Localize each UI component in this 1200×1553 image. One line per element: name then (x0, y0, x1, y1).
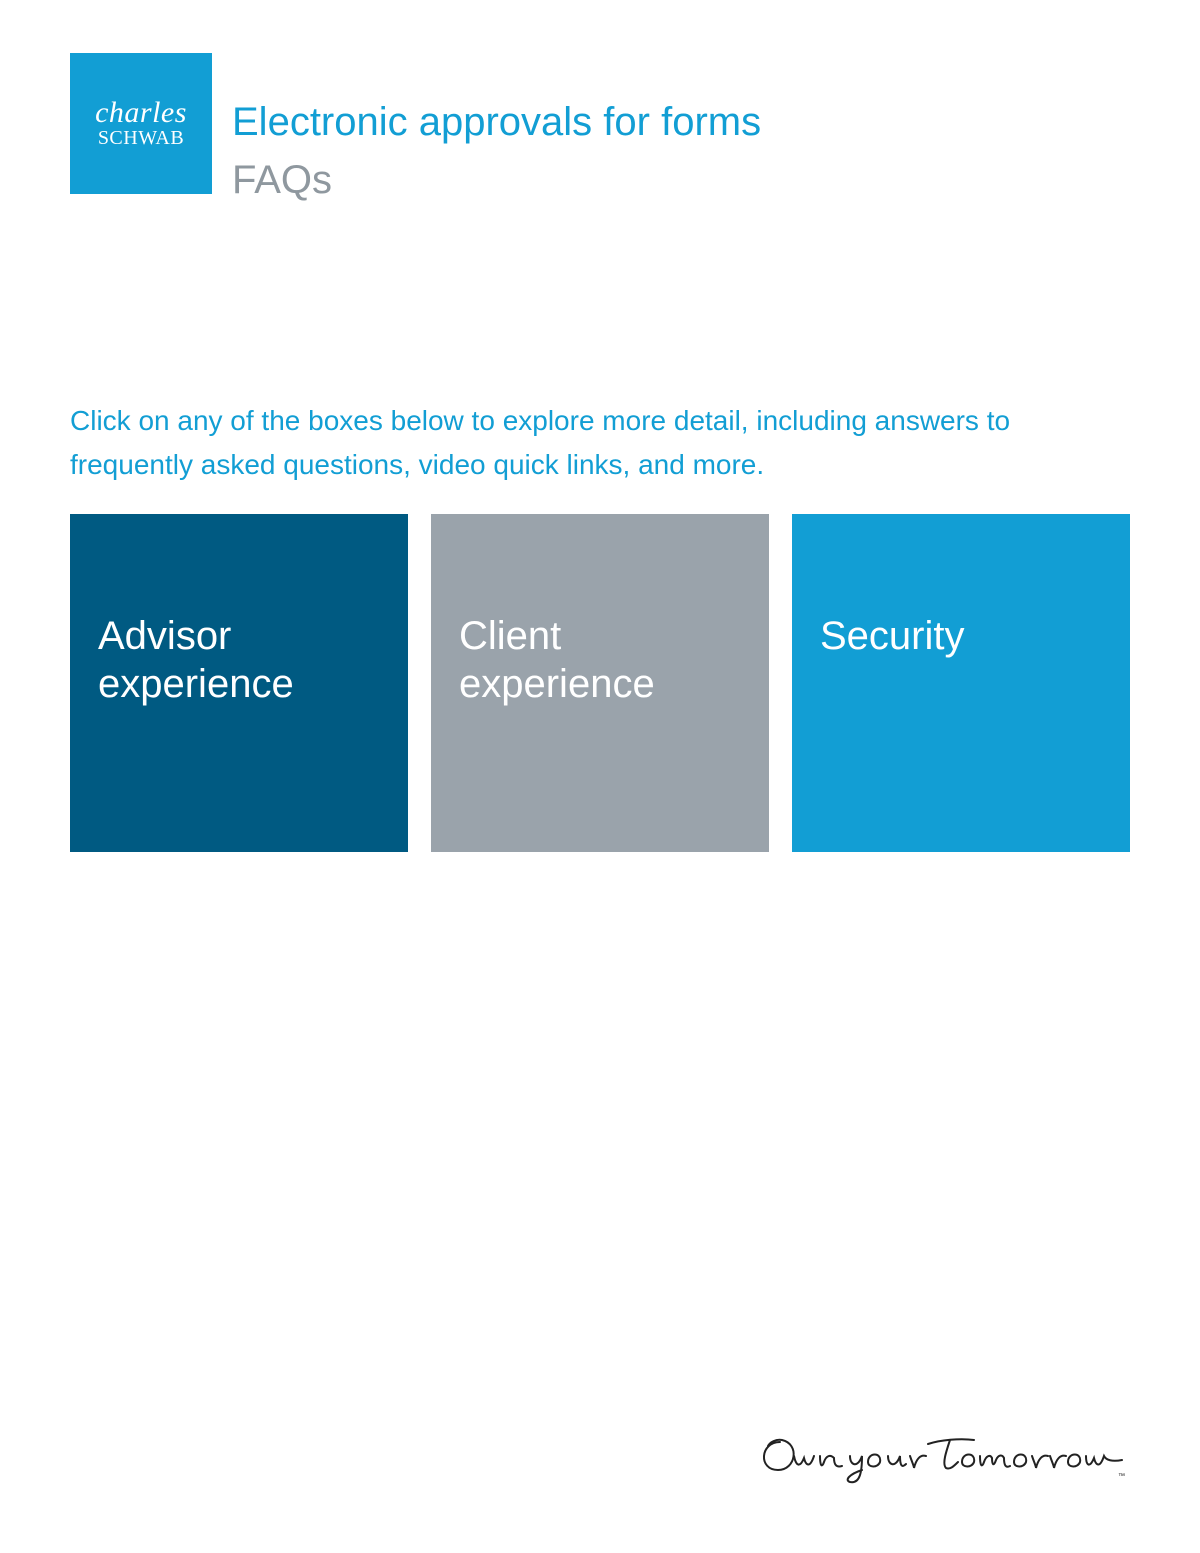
advisor-experience-label: Advisor experience (98, 614, 294, 706)
tagline-script (750, 1422, 1130, 1492)
faq-tiles (70, 514, 1130, 852)
trademark-mark: ™ (1118, 1473, 1125, 1480)
charles-schwab-logo (70, 53, 212, 194)
logo-line-schwab: SCHWAB (97, 126, 185, 149)
logo-line-charles: charles (95, 95, 187, 129)
page-title: Electronic approvals for forms (232, 100, 762, 144)
security-label: Security (820, 614, 965, 658)
intro-text: Click on any of the boxes below to explore more detail, including answers to frequently asked questions, video quick links, and more. (70, 405, 1011, 480)
page-subtitle: FAQs (232, 158, 333, 202)
client-experience-tile[interactable] (431, 514, 769, 852)
client-experience-label: Client experience (459, 614, 655, 706)
own-your-tomorrow-tagline (750, 1422, 1130, 1492)
advisor-experience-tile[interactable] (70, 514, 408, 852)
security-tile[interactable] (792, 514, 1130, 852)
